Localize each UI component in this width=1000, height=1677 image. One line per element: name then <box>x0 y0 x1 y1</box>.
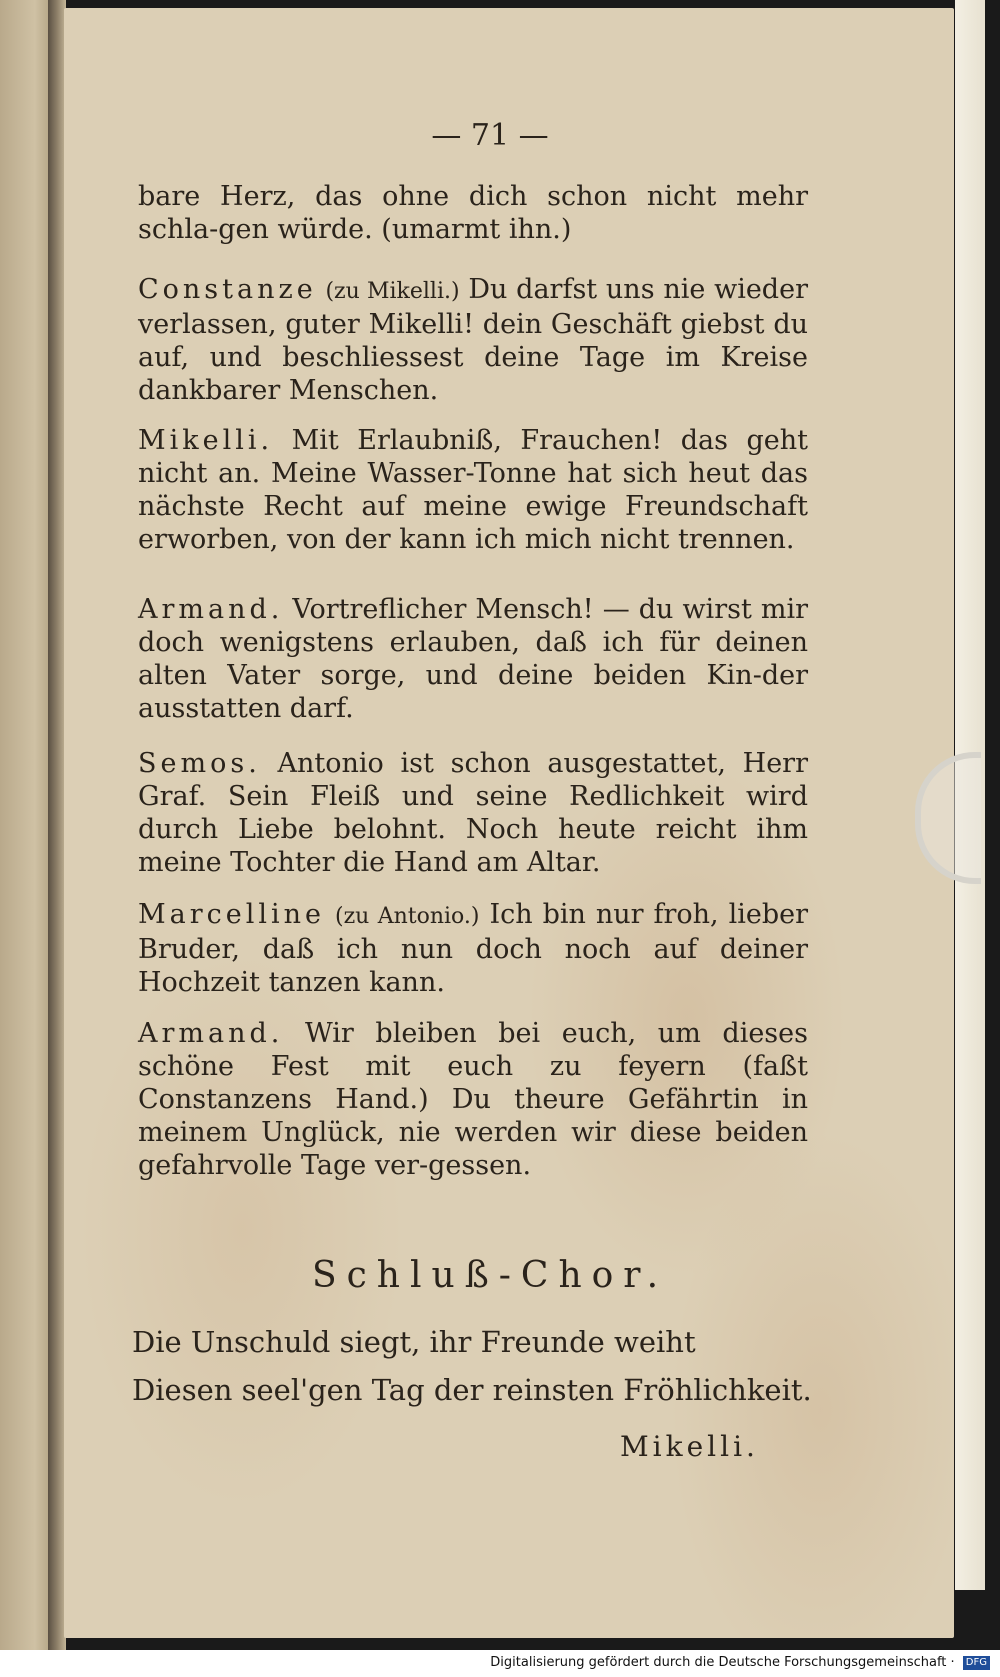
paragraph-3 <box>138 424 808 556</box>
chorus-heading: Schluß-Chor. <box>311 1255 669 1296</box>
speaker-name: Armand. <box>138 1018 284 1049</box>
paragraph-text: Ich bin nur froh, lieber Bruder, daß ich nun doch noch auf deiner Hochzeit tanzen kann. <box>138 899 809 998</box>
signature: Mikelli. <box>620 1430 759 1463</box>
dfg-logo-icon: DFG <box>963 1656 990 1670</box>
speaker-name: Marcelline <box>138 899 326 930</box>
paragraph-2 <box>138 273 808 407</box>
paragraph-text: Antonio ist schon ausgestattet, Herr Graf. Sein Fleiß und seine Redlichkeit wird durch Liebe belohnt. Noch heute reicht ihm meine Tochter die Hand am Altar. <box>138 748 808 878</box>
digitization-footer <box>0 1652 990 1677</box>
paragraph-7 <box>138 1017 808 1182</box>
paragraph-5 <box>138 747 808 879</box>
paragraph-text: Mit Erlaubniß, Frauchen! das geht nicht an. Meine Wasser-Tonne hat sich heut das nächste Recht auf meine ewige Freundschaft erworben, von der kann ich mich nicht trennen. <box>138 425 808 555</box>
paragraph-text: Vortreflicher Mensch! — du wirst mir doch wenigstens erlauben, daß ich für deinen alten Vater sorge, und deine beiden Kin-der ausstatten darf. <box>138 594 808 724</box>
paragraph-text: bare Herz, das ohne dich schon nicht mehr schla-gen würde. (umarmt ihn.) <box>138 181 808 245</box>
paragraph-6 <box>138 898 808 999</box>
page-number: — 71 — <box>431 118 549 153</box>
paragraph-text: Du darfst uns nie wieder verlassen, guter Mikelli! dein Geschäft giebst du auf, und beschliessest deine Tage im Kreise dankbarer Menschen. <box>138 274 808 406</box>
paragraph-1 <box>138 180 808 246</box>
speaker-name: Mikelli. <box>138 425 274 456</box>
speaker-name: Armand. <box>138 594 284 625</box>
verse-line-1: Die Unschuld siegt, ihr Freunde weiht <box>132 1325 696 1359</box>
stage-direction: (zu Mikelli.) <box>325 279 460 304</box>
verse-line-2: Diesen seel'gen Tag der reinsten Fröhlichkeit. <box>132 1373 812 1407</box>
footer-text: Digitalisierung gefördert durch die Deutsche Forschungsgemeinschaft · <box>490 1655 955 1670</box>
speaker-name: Semos. <box>138 748 261 779</box>
speaker-name: Constanze <box>138 274 317 305</box>
stage-direction: (zu Antonio.) <box>335 904 480 929</box>
paragraph-text: Wir bleiben bei euch, um dieses schöne Fest mit euch zu feyern (faßt Constanzens Hand.) Du theure Gefährtin in meinem Unglück, nie werden wir diese beiden gefahrvolle Tage ver-gessen. <box>138 1018 808 1181</box>
paragraph-4 <box>138 593 808 725</box>
